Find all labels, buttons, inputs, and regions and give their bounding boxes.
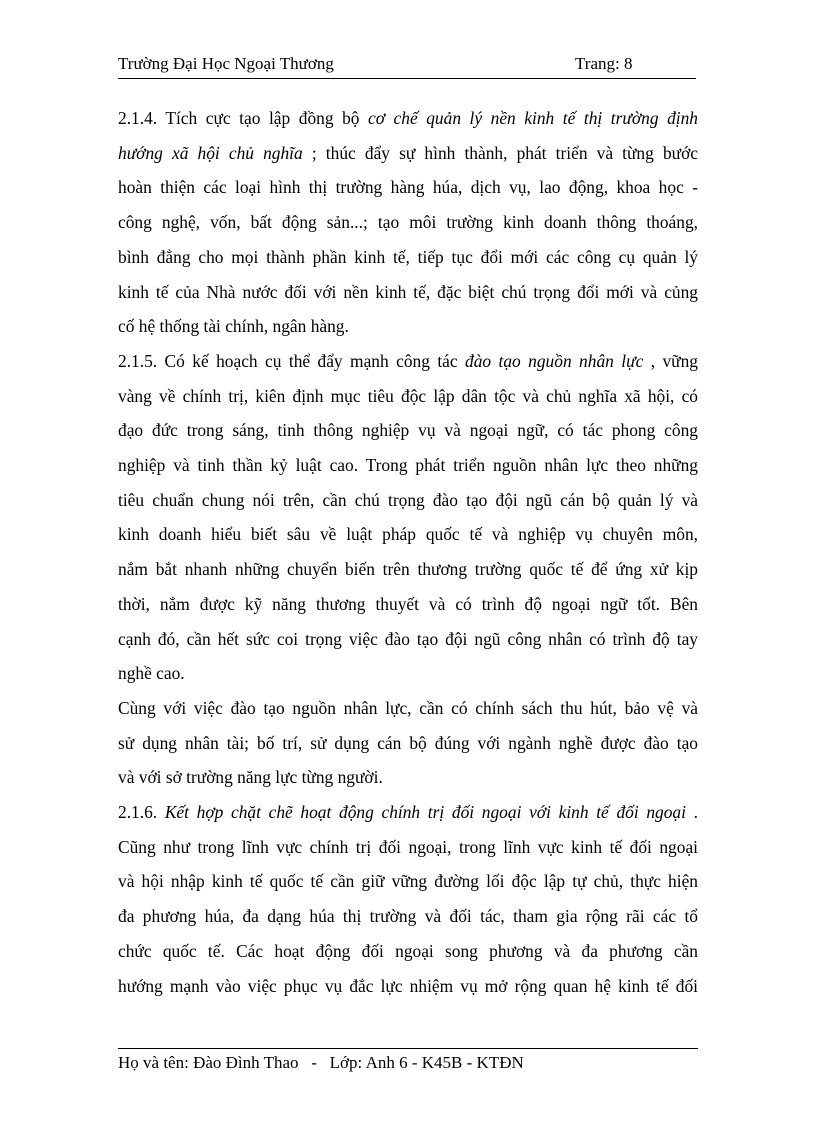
text-line [118, 552, 698, 587]
text-line [118, 240, 698, 275]
text-segment: nghề cao. [118, 663, 185, 684]
text-segment: kinh tế của Nhà nước đối với nền kinh tế, đặc biệt chú trọng đổi mới và củng [118, 281, 698, 302]
text-segment: cố hệ thống tài chính, ngân hàng. [118, 316, 349, 337]
text-line [118, 622, 698, 657]
text-segment: chức quốc tế. Các hoạt động đối ngoại song phương và đa phương cần [118, 940, 698, 961]
text-line [118, 934, 698, 969]
text-segment: sử dụng nhân tài; bố trí, sử dụng cán bộ đúng với ngành nghề được đào tạo [118, 732, 698, 753]
text-line [118, 344, 698, 379]
header-page-number: Trang: 8 [575, 54, 633, 73]
text-line [118, 275, 698, 310]
text-line [118, 448, 698, 483]
text-segment: bình đẳng cho mọi thành phần kinh tế, tiếp tục đổi mới các công cụ quản lý [118, 246, 698, 267]
text-line [118, 656, 698, 691]
text-line [118, 969, 698, 1004]
text-line [118, 726, 698, 761]
paragraph [118, 795, 698, 1003]
text-line [118, 587, 698, 622]
text-line [118, 691, 698, 726]
italic-text: hướng xã hội chủ nghĩa [118, 142, 303, 163]
text-segment: nghiệp và tinh thần kỷ luật cao. Trong phát triển nguồn nhân lực theo những [118, 455, 698, 476]
text-segment: , vững [643, 350, 698, 371]
text-line [118, 899, 698, 934]
text-segment: hoàn thiện các loại hình thị trường hàng húa, dịch vụ, lao động, khoa học - [118, 177, 698, 198]
header-school-name: Trường Đại Học Ngoại Thương [118, 54, 334, 73]
text-line [118, 101, 698, 136]
text-segment: và hội nhập kinh tế quốc tế cần giữ vững đường lối độc lập tự chủ, thực hiện [118, 871, 698, 892]
text-segment: 2.1.4. Tích cực tạo lập đồng bộ [118, 108, 369, 128]
text-line [118, 136, 698, 171]
text-segment: 2.1.5. Có kế hoạch cụ thể đẩy mạnh công tác [118, 350, 466, 371]
paragraph [118, 101, 698, 344]
italic-text: đào tạo nguồn nhân lực [465, 350, 644, 371]
text-segment: ; thúc đẩy sự hình thành, phát triển và từng bước [302, 142, 698, 163]
text-segment: vàng về chính trị, kiên định mục tiêu độc lập dân tộc và chủ nghĩa xã hội, có [118, 385, 698, 406]
text-line [118, 483, 698, 518]
text-segment: và với sở trường năng lực từng người. [118, 767, 383, 788]
text-line [118, 864, 698, 899]
document-body [118, 101, 698, 1003]
text-segment: . [685, 802, 698, 823]
footer-author-line: Họ và tên: Đào Đình Thao - Lớp: Anh 6 - K45B - KTĐN [118, 1053, 524, 1072]
paragraph [118, 344, 698, 691]
text-line [118, 170, 698, 205]
text-segment: đạo đức trong sáng, tinh thông nghiệp vụ và ngoại ngữ, có tác phong công [118, 420, 698, 441]
paragraph [118, 691, 698, 795]
text-segment: 2.1.6. [118, 802, 165, 823]
text-segment: Cùng với việc đào tạo nguồn nhân lực, cần có chính sách thu hút, bảo vệ và [118, 697, 698, 718]
page-footer [118, 1048, 698, 1073]
text-line [118, 205, 698, 240]
italic-text: Kết hợp chặt chẽ hoạt động chính trị đối ngoại với kinh tế đối ngoại [164, 802, 686, 823]
text-segment: Cũng như trong lĩnh vực chính trị đối ngoại, trong lĩnh vực kinh tế đối ngoại [118, 836, 698, 857]
text-line [118, 795, 698, 830]
text-segment: tiêu chuẩn chung nói trên, cần chú trọng đào tạo đội ngũ cán bộ quản lý và [118, 489, 698, 510]
text-line [118, 379, 698, 414]
text-segment: thời, nắm được kỹ năng thương thuyết và có trình độ ngoại ngữ tốt. Bên [118, 593, 698, 614]
text-segment: đa phương húa, đa dạng húa thị trường và đối tác, tham gia rộng rãi các tổ [118, 906, 698, 927]
text-line [118, 830, 698, 865]
text-segment: cạnh đó, cần hết sức coi trọng việc đào tạo đội ngũ công nhân có trình độ tay [118, 628, 698, 649]
text-line [118, 517, 698, 552]
text-segment: kinh doanh hiểu biết sâu về luật pháp quốc tế và nghiệp vụ chuyên môn, [118, 524, 698, 545]
text-line [118, 760, 698, 795]
text-segment: công nghệ, vốn, bất động sản...; tạo môi trường kinh doanh thông thoáng, [118, 212, 698, 233]
text-segment: hướng mạnh vào việc phục vụ đắc lực nhiệm vụ mở rộng quan hệ kinh tế đối [118, 975, 698, 996]
page-header [118, 52, 696, 79]
text-line [118, 413, 698, 448]
text-segment: nắm bắt nhanh những chuyển biến trên thương trường quốc tế để ứng xử kịp [118, 559, 698, 580]
text-line [118, 309, 698, 344]
italic-text: cơ chế quản lý nền kinh tế thị trường định [368, 108, 698, 128]
